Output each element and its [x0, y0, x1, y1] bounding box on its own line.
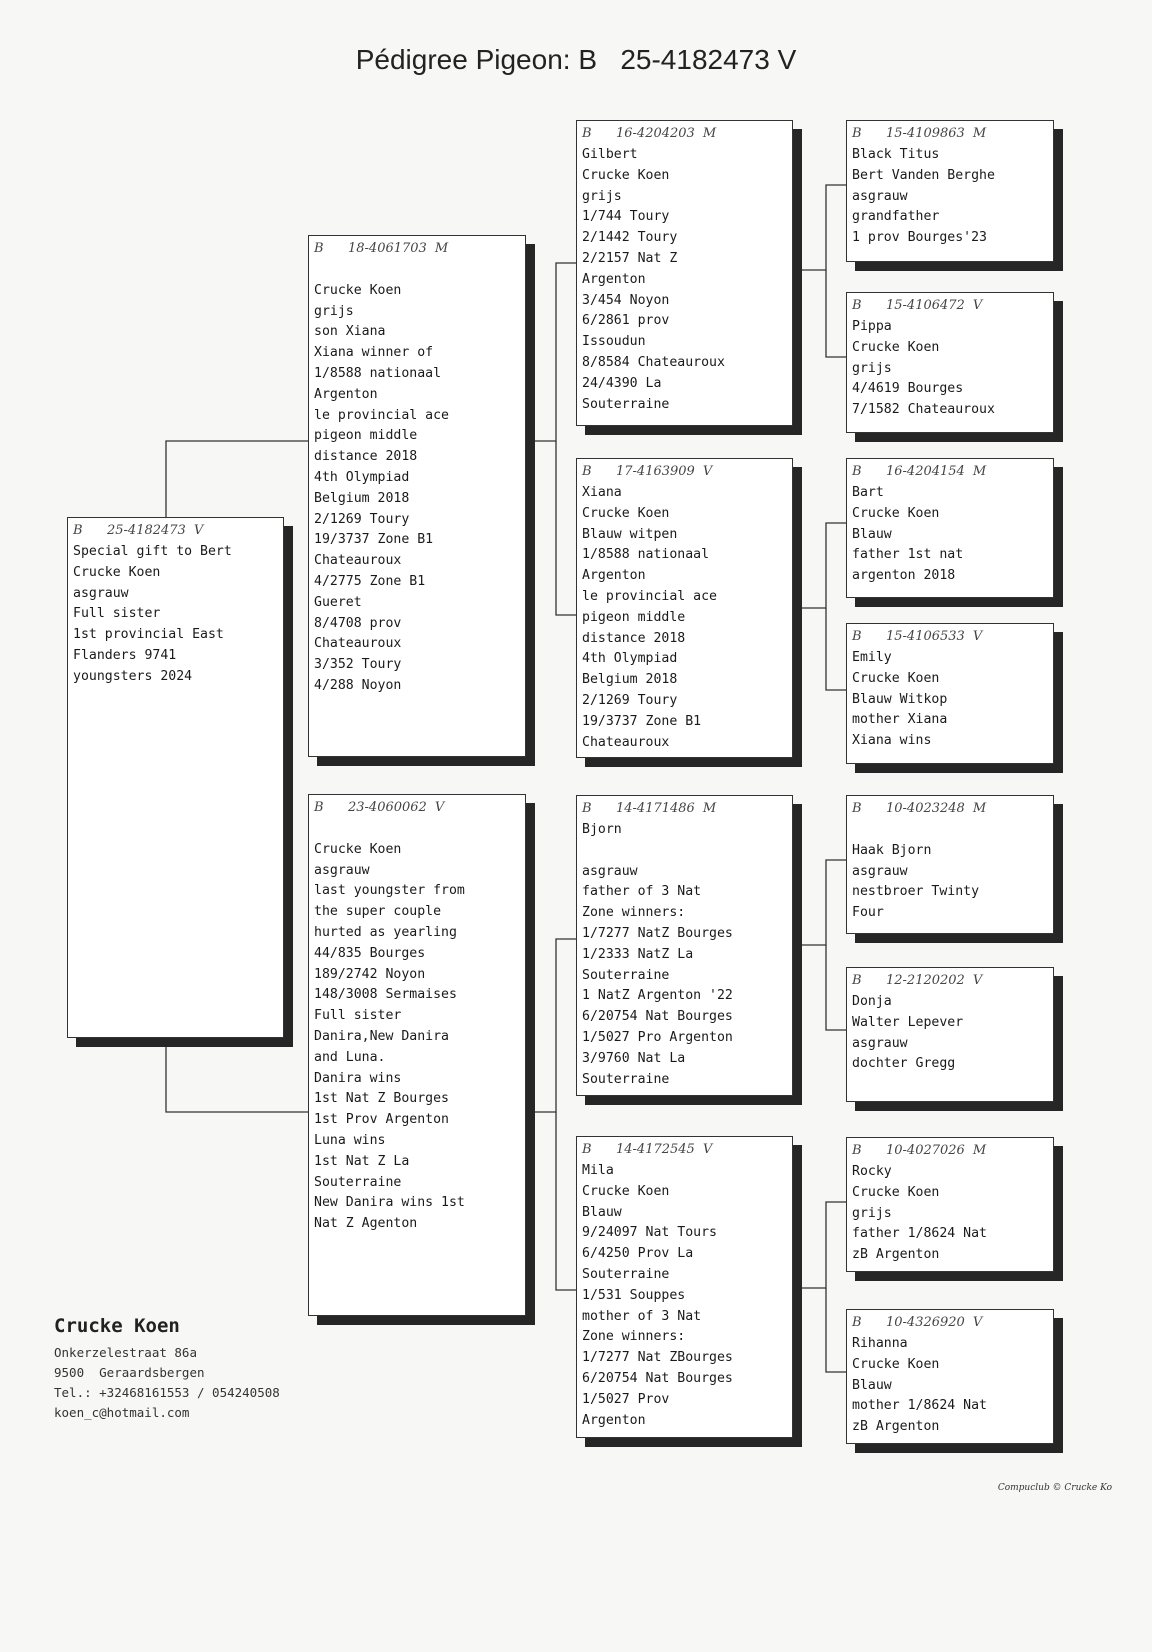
detail-line: pigeon middle	[582, 609, 686, 625]
country-code: B	[852, 973, 862, 988]
detail-line: 4th Olympiad	[314, 469, 410, 485]
detail-line: New Danira wins 1st	[314, 1195, 465, 1211]
country-code: B	[852, 298, 862, 313]
detail-line: mother 1/8624 Nat	[852, 1398, 987, 1414]
ring-header	[852, 297, 1048, 317]
detail-line: 1/8588 nationaal	[582, 547, 710, 563]
country-code: B	[852, 801, 862, 816]
country-code: B	[852, 1315, 862, 1330]
pigeon-card-subject	[67, 517, 284, 1038]
detail-line: Donja	[852, 994, 892, 1009]
detail-line: 2/1442 Toury	[582, 230, 678, 246]
detail-line: Gilbert	[582, 147, 638, 162]
sex-code: V	[434, 800, 445, 815]
pigeon-card-fmm	[846, 623, 1054, 764]
detail-line: father of 3 Nat	[582, 884, 702, 900]
detail-line: Full sister	[314, 1008, 402, 1024]
pigeon-details	[852, 145, 1048, 249]
detail-line: Souterraine	[314, 1174, 402, 1190]
detail-line: 1st provincial East	[73, 627, 224, 643]
detail-line: Bert Vanden Berghe	[852, 167, 995, 183]
detail-line: Mila	[582, 1163, 614, 1178]
detail-line: father 1/8624 Nat	[852, 1226, 987, 1242]
detail-line: Danira wins	[314, 1070, 402, 1086]
detail-line: 3/352 Toury	[314, 657, 402, 673]
detail-line: 6/2861 prov	[582, 313, 670, 329]
ring-header	[852, 972, 1048, 992]
country-code: B	[852, 126, 862, 141]
pigeon-details	[852, 820, 1048, 924]
pigeon-details	[314, 260, 520, 697]
pigeon-card-fff	[846, 120, 1054, 262]
detail-line: 2/2157 Nat Z	[582, 250, 678, 266]
sex-code: V	[193, 523, 204, 538]
pigeon-details	[73, 542, 278, 688]
detail-line: Xiana	[582, 485, 622, 500]
detail-line: 8/4708 prov	[314, 615, 402, 631]
detail-line: dochter Gregg	[852, 1056, 956, 1072]
detail-line: Argenton	[314, 386, 378, 402]
detail-line: le provincial ace	[582, 588, 717, 604]
pigeon-details	[852, 1334, 1048, 1438]
detail-line: Blauw	[852, 1377, 892, 1393]
detail-line: le provincial ace	[314, 407, 449, 423]
detail-line: Crucke Koen	[582, 1183, 670, 1199]
pigeon-details	[852, 1162, 1048, 1266]
ring-header	[314, 799, 520, 819]
detail-line: Crucke Koen	[852, 1184, 940, 1200]
detail-line: 1/2333 NatZ La	[582, 946, 694, 962]
detail-line: 19/3737 Zone B1	[314, 532, 434, 548]
detail-line: Souterraine	[582, 1071, 670, 1087]
detail-line: Zone winners:	[582, 905, 686, 921]
detail-line: Crucke Koen	[852, 505, 940, 521]
detail-line: Crucke Koen	[582, 167, 670, 183]
detail-line: Black Titus	[852, 147, 940, 162]
detail-line: Full sister	[73, 606, 161, 622]
ring-number: 25-4182473	[107, 523, 186, 538]
detail-line: Argenton	[582, 1412, 646, 1428]
pigeon-details	[582, 1161, 787, 1431]
owner-name: Crucke Koen	[54, 1315, 180, 1337]
detail-line: Crucke Koen	[582, 505, 670, 521]
detail-line: 1st Prov Argenton	[314, 1112, 449, 1128]
pigeon-card-mother	[308, 794, 526, 1316]
pigeon-card-ffm	[846, 292, 1054, 433]
detail-line: 24/4390 La	[582, 375, 662, 391]
detail-line: 1st Nat Z Bourges	[314, 1091, 449, 1107]
detail-line: asgrauw	[582, 863, 638, 879]
detail-line: 7/1582 Chateauroux	[852, 402, 995, 418]
owner-info	[54, 1315, 280, 1423]
detail-line: 4/2775 Zone B1	[314, 573, 426, 589]
country-code: B	[852, 629, 862, 644]
country-code: B	[582, 464, 592, 479]
detail-line: 4/288 Noyon	[314, 677, 402, 693]
detail-line: Argenton	[582, 568, 646, 584]
detail-line: son Xiana	[314, 324, 386, 340]
country-code: B	[73, 523, 83, 538]
detail-line: mother of 3 Nat	[582, 1308, 702, 1324]
detail-line: Belgium 2018	[314, 490, 410, 506]
detail-line: Crucke Koen	[73, 564, 161, 580]
detail-line: Issoudun	[582, 334, 646, 350]
detail-line: 1 prov Bourges'23	[852, 230, 987, 246]
detail-line: the super couple	[314, 904, 442, 920]
detail-line: grijs	[852, 360, 892, 376]
detail-line: 1 NatZ Argenton '22	[582, 988, 733, 1004]
owner-city: 9500 Geraardsbergen	[54, 1365, 205, 1380]
sex-code: V	[972, 298, 983, 313]
sex-code: M	[972, 801, 987, 816]
ring-header	[582, 1141, 787, 1161]
detail-line: 9/24097 Nat Tours	[582, 1225, 717, 1241]
detail-line: Crucke Koen	[852, 339, 940, 355]
detail-line: 4th Olympiad	[582, 651, 678, 667]
detail-line: Danira,New Danira	[314, 1028, 449, 1044]
detail-line: Pippa	[852, 319, 892, 334]
detail-line: Crucke Koen	[852, 670, 940, 686]
detail-line: Flanders 9741	[73, 647, 177, 663]
country-code: B	[582, 126, 592, 141]
country-code: B	[852, 1143, 862, 1158]
ring-number: 18-4061703	[348, 241, 427, 256]
detail-line: Haak Bjorn	[852, 842, 932, 858]
detail-line: Argenton	[582, 271, 646, 287]
detail-line: 189/2742 Noyon	[314, 966, 426, 982]
sex-code: M	[972, 1143, 987, 1158]
ring-header	[852, 1142, 1048, 1162]
detail-line: Souterraine	[582, 396, 670, 412]
detail-line: Special gift to Bert	[73, 544, 232, 559]
ring-header	[852, 628, 1048, 648]
detail-line: Crucke Koen	[852, 1356, 940, 1372]
detail-line: Emily	[852, 650, 892, 665]
country-code: B	[582, 1142, 592, 1157]
detail-line: asgrauw	[314, 862, 370, 878]
owner-phone: Tel.: +32468161553 / 054240508	[54, 1385, 280, 1400]
pigeon-card-mfm	[846, 967, 1054, 1102]
detail-line: Chateauroux	[314, 553, 402, 569]
ring-header	[852, 1314, 1048, 1334]
pigeon-details	[314, 819, 520, 1235]
country-code: B	[314, 241, 324, 256]
detail-line: Blauw	[852, 526, 892, 542]
detail-line: Bart	[852, 485, 884, 500]
detail-line: Xiana wins	[852, 733, 932, 749]
detail-line: Luna wins	[314, 1132, 386, 1148]
detail-line: Chateauroux	[314, 636, 402, 652]
sex-code: V	[702, 464, 713, 479]
pigeon-card-fm	[576, 458, 793, 758]
ring-number: 23-4060062	[348, 800, 427, 815]
ring-number: 15-4106472	[886, 298, 965, 313]
detail-line: 4/4619 Bourges	[852, 381, 964, 397]
detail-line: Crucke Koen	[314, 841, 402, 857]
pigeon-details	[582, 145, 787, 415]
ring-number: 10-4023248	[886, 801, 965, 816]
detail-line: Blauw witpen	[582, 526, 678, 542]
detail-line: 3/454 Noyon	[582, 292, 670, 308]
owner-email: koen_c@hotmail.com	[54, 1405, 190, 1420]
detail-line: 6/20754 Nat Bourges	[582, 1370, 733, 1386]
pigeon-card-mm	[576, 1136, 793, 1438]
ring-number: 12-2120202	[886, 973, 965, 988]
detail-line	[314, 819, 520, 840]
detail-line: argenton 2018	[852, 568, 956, 584]
pigeon-card-father	[308, 235, 526, 757]
pigeon-card-mmm	[846, 1309, 1054, 1444]
detail-line: asgrauw	[852, 1035, 908, 1051]
detail-line: hurted as yearling	[314, 924, 457, 940]
ring-number: 17-4163909	[616, 464, 695, 479]
pigeon-details	[852, 483, 1048, 587]
ring-header	[852, 800, 1048, 820]
detail-line: father 1st nat	[852, 547, 964, 563]
country-code: B	[852, 464, 862, 479]
ring-header	[73, 522, 278, 542]
detail-line: last youngster from	[314, 883, 465, 899]
sex-code: V	[972, 973, 983, 988]
detail-line: pigeon middle	[314, 428, 418, 444]
ring-number: 10-4326920	[886, 1315, 965, 1330]
detail-line: 6/4250 Prov La	[582, 1246, 694, 1262]
detail-line: 6/20754 Nat Bourges	[582, 1009, 733, 1025]
detail-line: Zone winners:	[582, 1329, 686, 1345]
detail-line	[314, 260, 520, 281]
detail-line: 1/531 Souppes	[582, 1287, 686, 1303]
ring-number: 14-4171486	[616, 801, 695, 816]
detail-line	[582, 841, 787, 862]
detail-line: Nat Z Agenton	[314, 1216, 418, 1232]
ring-header	[582, 800, 787, 820]
detail-line: 2/1269 Toury	[582, 692, 678, 708]
detail-line: Crucke Koen	[314, 282, 402, 298]
detail-line: asgrauw	[852, 188, 908, 204]
detail-line: grijs	[582, 188, 622, 204]
detail-line: Rihanna	[852, 1336, 908, 1351]
ring-number: 15-4106533	[886, 629, 965, 644]
pigeon-card-fmf	[846, 458, 1054, 598]
pigeon-card-mff	[846, 795, 1054, 934]
ring-number: 14-4172545	[616, 1142, 695, 1157]
detail-line: 2/1269 Toury	[314, 511, 410, 527]
detail-line: 1/744 Toury	[582, 209, 670, 225]
footer-credit: Compuclub © Crucke Ko	[997, 1483, 1112, 1493]
detail-line: mother Xiana	[852, 712, 948, 728]
detail-line: 148/3008 Sermaises	[314, 987, 457, 1003]
ring-number: 16-4204154	[886, 464, 965, 479]
ring-header	[852, 125, 1048, 145]
ring-header	[314, 240, 520, 260]
detail-line: 1/5027 Prov	[582, 1391, 670, 1407]
detail-line: 1/7277 NatZ Bourges	[582, 925, 733, 941]
detail-line: grijs	[852, 1205, 892, 1221]
detail-line: asgrauw	[852, 863, 908, 879]
detail-line: nestbroer Twinty	[852, 884, 980, 900]
sex-code: V	[702, 1142, 713, 1157]
country-code: B	[582, 801, 592, 816]
detail-line: Bjorn	[582, 822, 622, 837]
detail-line: 1/8588 nationaal	[314, 365, 442, 381]
detail-line: Souterraine	[582, 967, 670, 983]
sex-code: M	[972, 126, 987, 141]
ring-number: 10-4027026	[886, 1143, 965, 1158]
detail-line: 44/835 Bourges	[314, 945, 426, 961]
sex-code: V	[972, 629, 983, 644]
detail-line: and Luna.	[314, 1049, 386, 1065]
detail-line: youngsters 2024	[73, 668, 193, 684]
detail-line: zB Argenton	[852, 1247, 940, 1263]
pigeon-card-mf	[576, 795, 793, 1096]
owner-address: Onkerzelestraat 86a	[54, 1345, 197, 1360]
detail-line: Blauw	[582, 1204, 622, 1220]
detail-line: distance 2018	[582, 630, 686, 646]
sex-code: M	[972, 464, 987, 479]
detail-line: asgrauw	[73, 585, 129, 601]
page-title: Pédigree Pigeon: B 25-4182473 V	[355, 44, 797, 75]
sex-code: M	[702, 801, 717, 816]
pigeon-details	[852, 317, 1048, 421]
ring-number: 15-4109863	[886, 126, 965, 141]
detail-line: zB Argenton	[852, 1419, 940, 1435]
ring-header	[582, 463, 787, 483]
pigeon-details	[582, 483, 787, 753]
pigeon-card-ff	[576, 120, 793, 426]
detail-line	[852, 820, 1048, 841]
detail-line: grijs	[314, 303, 354, 319]
detail-line: distance 2018	[314, 449, 418, 465]
sex-code: V	[972, 1315, 983, 1330]
ring-header	[852, 463, 1048, 483]
ring-header	[582, 125, 787, 145]
detail-line: Xiana winner of	[314, 345, 434, 361]
detail-line: Chateauroux	[582, 734, 670, 750]
pigeon-details	[852, 648, 1048, 752]
detail-line: Gueret	[314, 594, 362, 610]
detail-line: 1st Nat Z La	[314, 1153, 410, 1169]
sex-code: M	[702, 126, 717, 141]
pigeon-details	[582, 820, 787, 1090]
detail-line: Four	[852, 905, 884, 921]
sex-code: M	[434, 241, 449, 256]
detail-line: 3/9760 Nat La	[582, 1050, 686, 1066]
pigeon-card-mmf	[846, 1137, 1054, 1272]
detail-line: Walter Lepever	[852, 1014, 964, 1030]
detail-line: 1/7277 Nat ZBourges	[582, 1350, 733, 1366]
pigeon-details	[852, 992, 1048, 1075]
detail-line: 8/8584 Chateauroux	[582, 354, 725, 370]
detail-line: Rocky	[852, 1164, 892, 1179]
detail-line: grandfather	[852, 209, 940, 225]
detail-line: 19/3737 Zone B1	[582, 713, 702, 729]
detail-line: Souterraine	[582, 1266, 670, 1282]
detail-line: Belgium 2018	[582, 672, 678, 688]
detail-line: 1/5027 Pro Argenton	[582, 1029, 733, 1045]
detail-line: Blauw Witkop	[852, 691, 948, 707]
ring-number: 16-4204203	[616, 126, 695, 141]
country-code: B	[314, 800, 324, 815]
